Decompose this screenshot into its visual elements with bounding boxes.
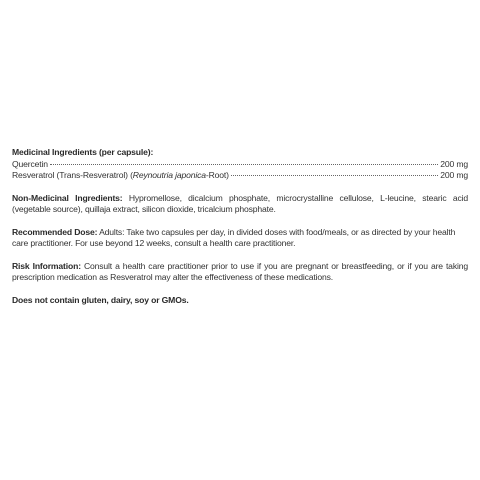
risk-information-label: Risk Information: <box>12 260 81 271</box>
non-medicinal-ingredients <box>12 193 468 216</box>
free-from-statement: Does not contain gluten, dairy, soy or GMOs. <box>12 294 189 305</box>
risk-information <box>12 261 468 284</box>
dot-leader <box>231 175 438 176</box>
ingredient-latin-name: Reynoutria japonica <box>132 170 206 180</box>
recommended-dose-label: Recommended Dose: <box>12 226 98 237</box>
supplement-label-text <box>12 147 468 306</box>
medicinal-ingredients-heading: Medicinal Ingredients (per capsule): <box>12 147 154 157</box>
ingredient-row-resveratrol <box>12 170 468 182</box>
non-medicinal-text: Hypromellose, dicalcium phosphate, microcrystalline cellulose, L-leucine, stearic acid (vegetable source), quillaja extract, silicon dioxide, tricalcium phosphate. <box>12 192 468 214</box>
ingredient-amount: 200 mg <box>440 158 468 169</box>
dot-leader <box>50 164 438 165</box>
recommended-dose <box>12 227 468 250</box>
ingredient-name: Resveratrol (Trans-Resveratrol) (Reynoutria japonica-Root) <box>12 170 229 180</box>
ingredient-name: Quercetin <box>12 158 48 169</box>
ingredient-amount: 200 mg <box>440 170 468 180</box>
ingredient-row-quercetin <box>12 159 468 171</box>
risk-information-text: Consult a health care practitioner prior to use if you are pregnant or breastfeeding, or if you are taking prescription medication as Resveratrol may alter the effectiveness of these medications. <box>12 260 468 282</box>
recommended-dose-text: Adults: Take two capsules per day, in divided doses with food/meals, or as directed by your health care practitioner. For use beyond 12 weeks, consult a health care practitioner. <box>12 226 456 248</box>
non-medicinal-label: Non-Medicinal Ingredients: <box>12 192 123 203</box>
